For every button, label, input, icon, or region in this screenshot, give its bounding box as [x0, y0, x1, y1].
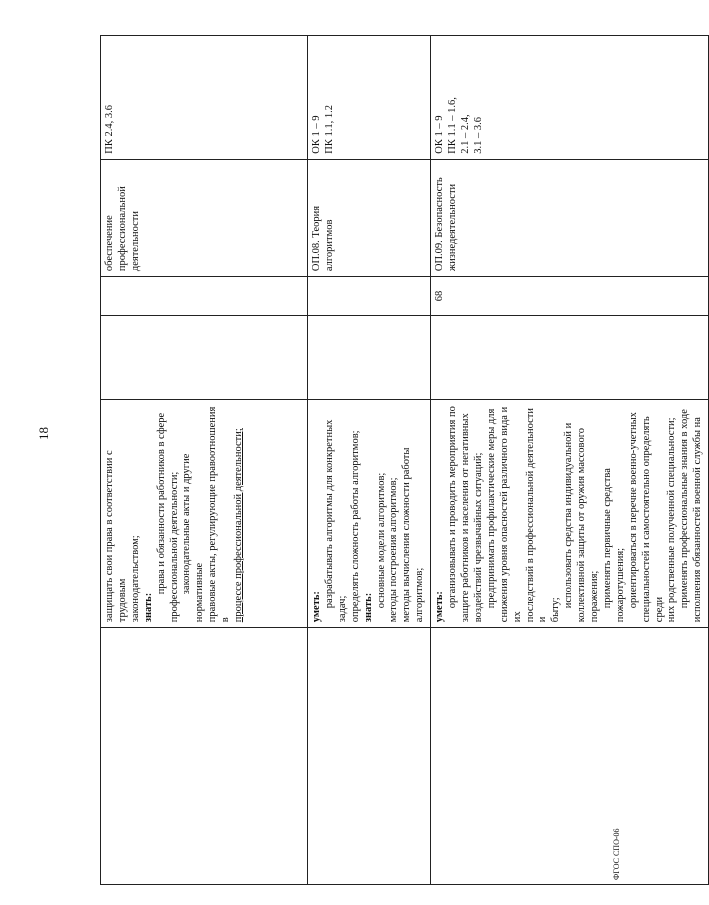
content-line: профессиональной деятельности;	[168, 471, 180, 623]
competency-code: ОК 1 – 9	[434, 115, 446, 154]
competency-code: 3.1 – 3.6	[472, 116, 484, 154]
content-line: ориентироваться в перечне военно-учетных	[627, 412, 639, 609]
hours-mandatory-cell	[308, 277, 431, 316]
content-line: определять сложность работы алгоритмов;	[349, 430, 361, 623]
table-row	[101, 36, 308, 885]
competency-code: ОК 1 – 9	[311, 115, 322, 154]
competency-code: ПК 2.4, 3.6	[104, 105, 115, 154]
content-line: защищать свои права в соответствии с трудовым	[104, 450, 128, 623]
content-line: использовать средства индивидуальной и	[563, 422, 575, 609]
hours-mandatory-cell	[101, 277, 308, 316]
content-cell	[308, 399, 431, 627]
content-line: поражения;	[589, 570, 601, 623]
content-line: организовывать и проводить мероприятия по	[447, 406, 459, 609]
content-line: законодательные акты и другие нормативные	[181, 453, 206, 623]
content-line: основные модели алгоритмов;	[375, 472, 387, 609]
content-line: специальностей и самостоятельно определять среди	[640, 416, 665, 623]
competency-code: ПК 1.1 – 1.6,	[447, 97, 459, 154]
content-line: разрабатывать алгоритмы для конкретных задач;	[323, 419, 348, 623]
hours-mandatory-cell: 68	[431, 277, 709, 316]
content-line: последствий в профессиональной деятельности и	[524, 408, 549, 623]
footer-code: ФГОС СПО-06	[612, 828, 621, 880]
content-line: правовые акты, регулирующие правоотношения в	[207, 406, 232, 623]
section-heading: знать:	[362, 592, 374, 623]
content-line: защите работников и населения от негативных	[459, 413, 471, 623]
hours-max-cell	[101, 315, 308, 399]
hours-max-cell	[431, 315, 709, 399]
index-cell	[101, 628, 308, 885]
content-line: применять профессиональные знания в ходе	[679, 409, 691, 609]
content-cell	[101, 399, 308, 627]
curriculum-table	[100, 35, 709, 885]
content-line: применять первичные средства пожаротушения;	[601, 468, 626, 623]
hours-max-cell	[308, 315, 431, 399]
content-line: исполнения обязанностей военной службы на	[692, 417, 704, 623]
content-line: коллективной защиты от оружия массового	[576, 428, 588, 623]
table-row	[308, 36, 431, 885]
content-line: права и обязанности работников в сфере	[155, 412, 167, 595]
table-row	[431, 36, 709, 885]
content-line: предпринимать профилактические меры для	[485, 408, 497, 609]
discipline-cell: ОП.08. Теория алгоритмов	[308, 159, 431, 276]
content-line: снижения уровня опасностей различного вида и их	[498, 406, 523, 623]
discipline-cell: ОП.09. Безопасность жизнедеятельности	[431, 159, 709, 276]
content-line: быту;	[550, 597, 562, 623]
content-cell	[431, 399, 709, 627]
section-heading: уметь:	[434, 591, 446, 623]
competency-code: ПК 1.1, 1.2	[323, 105, 335, 154]
competencies-cell	[431, 36, 709, 160]
table-body	[101, 36, 709, 885]
content-line: законодательством;	[129, 535, 141, 623]
content-line: них родственные полученной специальности;	[666, 417, 678, 623]
index-cell	[431, 628, 709, 885]
content-line: методы вычисления сложности работы алгоритмов;	[401, 447, 426, 623]
competencies-cell	[101, 36, 308, 160]
competency-code: 2.1 – 2.4,	[459, 114, 471, 154]
section-heading: знать:	[142, 592, 154, 623]
section-heading: уметь:	[311, 591, 322, 623]
content-line: методы построения алгоритмов;	[388, 477, 400, 623]
content-line: воздействий чрезвычайных ситуаций;	[472, 452, 484, 623]
content-line: процессе профессиональной деятельности;	[233, 428, 245, 623]
competencies-cell	[308, 36, 431, 160]
page-number: 18	[36, 427, 51, 440]
index-cell	[308, 628, 431, 885]
discipline-cell: обеспечение профессиональной деятельности	[101, 159, 308, 276]
